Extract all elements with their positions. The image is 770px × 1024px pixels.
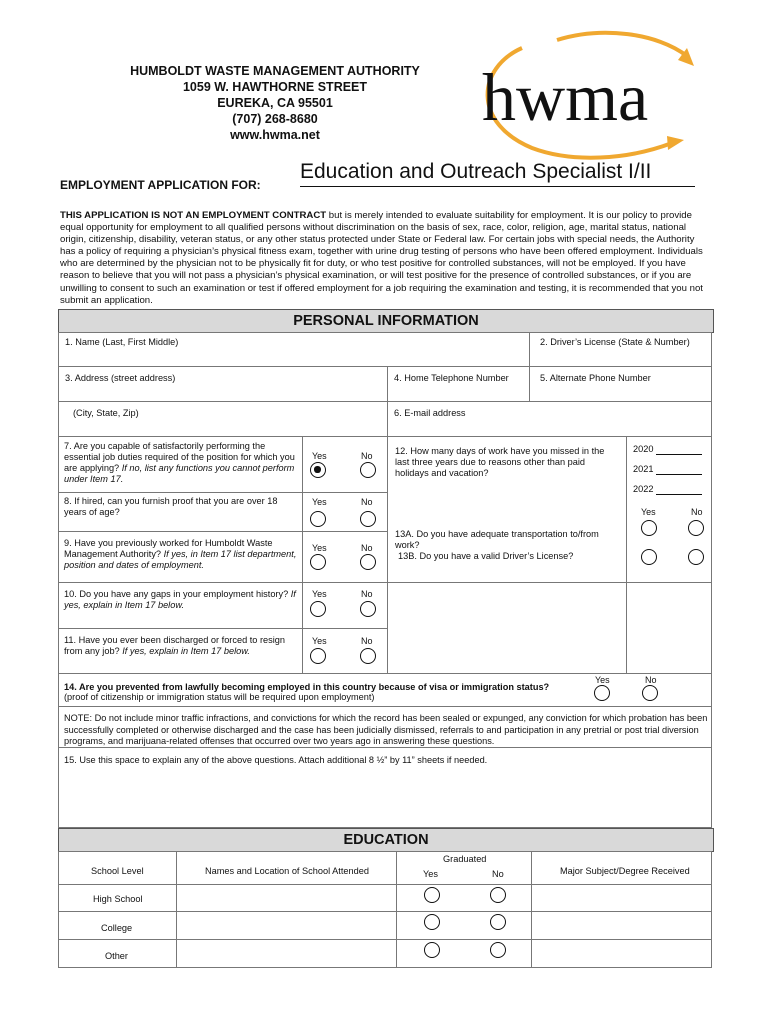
q12-question: 12. How many days of work have you missed in the last three years due to reasons other than paid holidays and vacation?: [395, 446, 605, 478]
edu-row-high-school-level: [58, 884, 177, 912]
q10-text: 10. Do you have any gaps in your employment history?: [64, 589, 289, 599]
q13b-question: 13B. Do you have a valid Driver’s License?: [398, 551, 574, 561]
q8-yes-radio[interactable]: [310, 511, 326, 527]
graduated-label: Graduated: [443, 854, 487, 864]
q13b-no-radio[interactable]: [688, 549, 704, 565]
q15-label: 15. Use this space to explain any of the above questions. Attach additional 8 ½” by 11” sheets if needed.: [64, 755, 488, 765]
city-state-zip-label: (City, State, Zip): [73, 408, 139, 418]
q14-yes-label: Yes: [595, 675, 610, 685]
q10-no-radio[interactable]: [360, 601, 376, 617]
org-phone: (707) 268-8680: [232, 112, 318, 126]
email-field[interactable]: [387, 401, 712, 437]
personal-information-header: PERSONAL INFORMATION: [58, 309, 714, 333]
q10-instruction: If yes, explain in Item 17 below.: [64, 589, 296, 610]
q13a-question: 13A. Do you have adequate transportation to/from work?: [395, 529, 599, 550]
q9-yes-label: Yes: [312, 543, 327, 553]
note-box: [58, 706, 712, 748]
q11-question: [64, 635, 298, 657]
college-graduated-yes-radio[interactable]: [424, 914, 440, 930]
edu-row-college-level: [58, 911, 177, 940]
q11-text: 11. Have you ever been discharged or forced to resign from any job?: [64, 635, 285, 656]
q13a-yes-radio[interactable]: [641, 520, 657, 536]
q10-yes-label: Yes: [312, 589, 327, 599]
college-graduated-no-radio[interactable]: [490, 914, 506, 930]
q7-text: 7. Are you capable of satisfactorily performing the essential job duties required of the position for which you are applying?: [64, 441, 295, 473]
name-label: 1. Name (Last, First Middle): [65, 337, 179, 347]
q12-q13-box: [387, 436, 627, 583]
q14-question: 14. Are you prevented from lawfully becoming employed in this country because of visa or immigration status?: [64, 682, 550, 692]
high-school-graduated-cell: [396, 884, 532, 912]
disclaimer-bold: THIS APPLICATION IS NOT AN EMPLOYMENT CONTRACT: [60, 210, 327, 221]
alternate-phone-field[interactable]: [529, 366, 712, 402]
q8-no-radio[interactable]: [360, 511, 376, 527]
city-state-zip-field[interactable]: [58, 401, 388, 437]
q11-box: [58, 628, 303, 674]
q8-no-label: No: [361, 497, 373, 507]
high-school-label: High School: [93, 894, 143, 904]
education-header: EDUCATION: [58, 828, 714, 852]
org-city: EUREKA, CA 95501: [217, 96, 333, 110]
q7-question: [64, 441, 298, 485]
q10-no-label: No: [361, 589, 373, 599]
graduated-yes-label: Yes: [423, 869, 438, 879]
q14-yes-radio[interactable]: [594, 685, 610, 701]
convictions-note: NOTE: Do not include minor traffic infractions, and convictions for which the record has been sealed or expunged, any conviction for which probation has been successfully completed or otherwise discharged and the case has been judicially dismissed, referrals to and participation in any pretrial or post trial diversion programs, and marijuana-related offenses that occurred over two years ago in answering these questions.: [64, 713, 708, 746]
hwma-logo: [462, 28, 702, 168]
home-phone-label: 4. Home Telephone Number: [394, 373, 509, 383]
alternate-phone-label: 5. Alternate Phone Number: [540, 373, 651, 383]
major-label: Major Subject/Degree Received: [560, 866, 690, 876]
org-website: www.hwma.net: [230, 128, 320, 142]
school-names-label: Names and Location of School Attended: [205, 866, 369, 876]
drivers-license-label: 2. Driver’s License (State & Number): [540, 337, 690, 347]
home-phone-field[interactable]: [387, 366, 530, 402]
q9-no-radio[interactable]: [360, 554, 376, 570]
high-school-major-input[interactable]: [531, 884, 712, 912]
high-school-graduated-no-radio[interactable]: [490, 887, 506, 903]
disclaimer-text: but is merely intended to evaluate suitability for employment. It is our policy to provide equal opportunity for employment to all qualified persons without discrimination on the basis of sex, race, color, religion, age, marital status, national origin, citizenship, disability, veteran status, or any other status protected under State or Federal law. For certain jobs with special needs, the Authority has a policy of requiring a physician’s physical fitness exam, together with urine drug testing of persons who have been offered employment. Individuals who are determined by the physician not to be physically fit for duty, or who test positive for controlled substances, will not be employed. If you have reason to believe that you will not pass a physician’s physical examination, or will test positive for the presence of controlled substances, or if you are unwilling to consent to such an examination or test if offered employment for a job requiring the examination and testing, it is recommended that you not submit an application.: [60, 210, 703, 306]
graduated-no-label: No: [492, 869, 504, 879]
q8-question: 8. If hired, can you furnish proof that you are over 18 years of age?: [64, 496, 278, 517]
q11-yes-label: Yes: [312, 636, 327, 646]
q7-yes-label: Yes: [312, 451, 327, 461]
q9-box: [58, 531, 303, 583]
q9-yes-radio[interactable]: [310, 554, 326, 570]
graduated-header: [396, 851, 532, 885]
q14-subtext: (proof of citizenship or immigration status will be required upon employment): [64, 692, 375, 702]
days-missed-2020-input[interactable]: [656, 454, 702, 455]
q13a-no-radio[interactable]: [688, 520, 704, 536]
year-2020-label: 2020: [633, 444, 654, 454]
other-label: Other: [105, 951, 128, 961]
high-school-name-input[interactable]: [176, 884, 397, 912]
position-title[interactable]: Education and Outreach Specialist I/II: [300, 160, 695, 187]
q11-yes-radio[interactable]: [310, 648, 326, 664]
q10-q11-extra-box-right: [626, 582, 712, 674]
college-name-input[interactable]: [176, 911, 397, 940]
q7-instruction: If no, list any functions you cannot perform under Item 17.: [64, 463, 295, 484]
other-school-name-input[interactable]: [176, 939, 397, 968]
q13-no-label: No: [691, 507, 703, 517]
q10-box: [58, 582, 303, 629]
other-graduated-yes-radio[interactable]: [424, 942, 440, 958]
other-graduated-no-radio[interactable]: [490, 942, 506, 958]
street-address-field[interactable]: [58, 366, 388, 402]
q11-instruction: If yes, explain in Item 17 below.: [119, 646, 250, 656]
org-name: HUMBOLDT WASTE MANAGEMENT AUTHORITY: [130, 64, 420, 78]
college-graduated-cell: [396, 911, 532, 940]
days-missed-2022-input[interactable]: [656, 494, 702, 495]
college-major-input[interactable]: [531, 911, 712, 940]
school-level-header: [58, 851, 177, 885]
major-header: [531, 851, 712, 885]
school-level-label: School Level: [91, 866, 144, 876]
q10-question: [64, 589, 298, 611]
q14-box: [58, 673, 712, 707]
q9-question: [64, 538, 298, 571]
logo-text: hwma: [482, 59, 649, 135]
edu-row-other-level: [58, 939, 177, 968]
q13b-yes-radio[interactable]: [641, 549, 657, 565]
q13-yes-label: Yes: [641, 507, 656, 517]
email-label: 6. E-mail address: [394, 408, 466, 418]
q10-q11-extra-box: [387, 582, 627, 674]
other-graduated-cell: [396, 939, 532, 968]
organization-address-block: [70, 63, 480, 143]
q7-no-radio[interactable]: [360, 462, 376, 478]
disclaimer-paragraph: [60, 210, 710, 307]
q7-box: [58, 436, 303, 493]
q10-yes-radio[interactable]: [310, 601, 326, 617]
q8-yes-label: Yes: [312, 497, 327, 507]
name-field[interactable]: [58, 332, 530, 367]
school-names-header: [176, 851, 397, 885]
drivers-license-field[interactable]: [529, 332, 712, 367]
days-missed-2021-input[interactable]: [656, 474, 702, 475]
high-school-graduated-yes-radio[interactable]: [424, 887, 440, 903]
college-label: College: [101, 923, 133, 933]
q11-no-label: No: [361, 636, 373, 646]
org-street: 1059 W. HAWTHORNE STREET: [182, 80, 368, 94]
q8-box: [58, 492, 303, 532]
q7-yes-radio[interactable]: [310, 462, 326, 478]
other-major-input[interactable]: [531, 939, 712, 968]
q14-no-radio[interactable]: [642, 685, 658, 701]
street-address-label: 3. Address (street address): [65, 373, 176, 383]
q9-text: 9. Have you previously worked for Humboldt Waste Management Authority?: [64, 538, 273, 559]
q14-no-label: No: [645, 675, 657, 685]
q11-no-radio[interactable]: [360, 648, 376, 664]
employment-application-label: EMPLOYMENT APPLICATION FOR:: [60, 178, 261, 192]
q9-no-label: No: [361, 543, 373, 553]
q7-no-label: No: [361, 451, 373, 461]
year-2022-label: 2022: [633, 484, 654, 494]
year-2021-label: 2021: [633, 464, 654, 474]
q15-explanation-field[interactable]: [58, 747, 712, 828]
q9-instruction: If yes, in Item 17 list department, position and dates of employment.: [64, 549, 297, 570]
